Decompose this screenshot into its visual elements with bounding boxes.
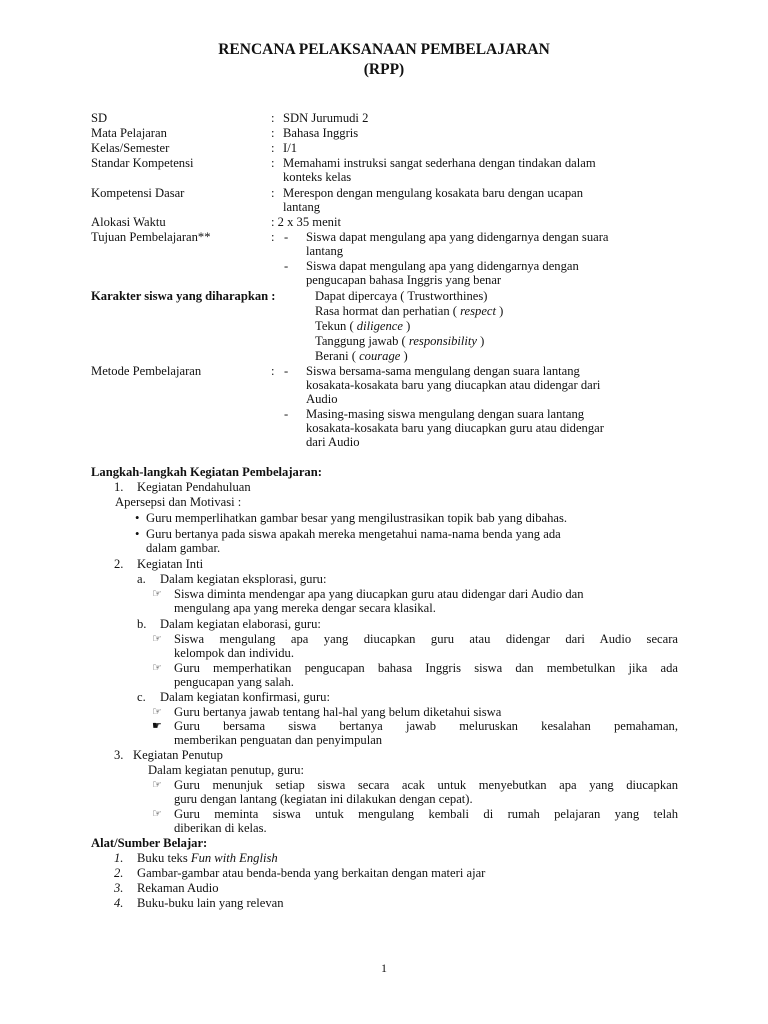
resources-heading: Alat/Sumber Belajar: [91, 836, 208, 850]
page-number: 1 [381, 961, 387, 975]
step-subtitle: Dalam kegiatan penutup, guru: [148, 763, 304, 777]
dash: - [284, 407, 289, 421]
resource-number: 1. [114, 851, 124, 865]
identity-value: konteks kelas [283, 170, 352, 184]
dash: - [284, 364, 289, 378]
character-item: Tekun ( diligence ) [315, 319, 411, 333]
objective-item: pengucapan bahasa Inggris yang benar [306, 273, 502, 287]
step-item: kelompok dan individu. [174, 646, 294, 660]
identity-label: Alokasi Waktu [91, 215, 166, 229]
method-label: Metode Pembelajaran [91, 364, 202, 378]
step-item: Siswa diminta mendengar apa yang diucapkan guru atau didengar dari Audio dan [174, 587, 584, 601]
method-item: dari Audio [306, 435, 360, 449]
colon: : [271, 364, 275, 378]
method-item: kosakata-kosakata baru yang diucapkan guru atau didengar [306, 421, 604, 435]
step-item: pengucapan yang salah. [174, 675, 294, 689]
colon: : [271, 156, 275, 170]
identity-value: SDN Jurumudi 2 [283, 111, 369, 125]
colon: : [271, 230, 275, 244]
identity-label: Kompetensi Dasar [91, 186, 185, 200]
step-number: 1. [114, 480, 124, 494]
substep-letter: a. [137, 572, 146, 586]
identity-value: : 2 x 35 menit [271, 215, 341, 229]
resource-number: 4. [114, 896, 124, 910]
character-item: Berani ( courage ) [315, 349, 408, 363]
pointing-hand-icon: ☞ [152, 632, 162, 645]
character-item: Dapat dipercaya ( Trustworthines) [315, 289, 488, 303]
step-item: Guru memperhatikan pengucapan bahasa Inggris siswa dan membetulkan jika ada [174, 661, 678, 675]
substep-letter: b. [137, 617, 147, 631]
substep-title: Dalam kegiatan eksplorasi, guru: [160, 572, 327, 586]
pointing-hand-black-icon: ☛ [152, 719, 162, 732]
dash: - [284, 259, 289, 273]
steps-heading: Langkah-langkah Kegiatan Pembelajaran: [91, 465, 322, 479]
identity-label: Tujuan Pembelajaran** [91, 230, 211, 244]
pointing-hand-icon: ☞ [152, 661, 162, 674]
colon: : [271, 141, 275, 155]
resource-item: Gambar-gambar atau benda-benda yang berkaitan dengan materi ajar [137, 866, 486, 880]
dash: - [284, 230, 289, 244]
step-number: 3. [114, 748, 124, 762]
step-item: Guru memperlihatkan gambar besar yang mengilustrasikan topik bab yang dibahas. [146, 511, 568, 525]
character-item: Rasa hormat dan perhatian ( respect ) [315, 304, 504, 318]
step-item: mengulang apa yang mereka dengar secara klasikal. [174, 601, 436, 615]
method-item: Masing-masing siswa mengulang dengan suara lantang [306, 407, 585, 421]
document-title: RENCANA PELAKSANAAN PEMBELAJARAN [218, 41, 550, 58]
step-title: Kegiatan Penutup [133, 748, 223, 762]
objective-item: lantang [306, 244, 344, 258]
step-item: dalam gambar. [146, 541, 221, 555]
pointing-hand-icon: ☞ [152, 778, 162, 791]
method-item: Audio [306, 392, 338, 406]
pointing-hand-icon: ☞ [152, 705, 162, 718]
document-subtitle: (RPP) [363, 61, 405, 78]
identity-value: I/1 [283, 141, 297, 155]
method-item: kosakata-kosakata baru yang diucapkan atau didengar dari [306, 378, 601, 392]
identity-value: Merespon dengan mengulang kosakata baru dengan ucapan [283, 186, 584, 200]
step-item: Siswa mengulang apa yang diucapkan guru atau didengar dari Audio secara [174, 632, 678, 646]
step-subtitle: Apersepsi dan Motivasi : [115, 495, 242, 509]
bullet-icon: • [135, 527, 140, 541]
substep-letter: c. [137, 690, 146, 704]
identity-label: Standar Kompetensi [91, 156, 194, 170]
identity-value: Bahasa Inggris [283, 126, 359, 140]
substep-title: Dalam kegiatan elaborasi, guru: [160, 617, 321, 631]
substep-title: Dalam kegiatan konfirmasi, guru: [160, 690, 330, 704]
identity-label: SD [91, 111, 108, 125]
step-item: guru dengan lantang (kegiatan ini dilakukan dengan cepat). [174, 792, 473, 806]
step-item: Guru bertanya jawab tentang hal-hal yang belum diketahui siswa [174, 705, 502, 719]
identity-label: Mata Pelajaran [91, 126, 167, 140]
identity-value: lantang [283, 200, 321, 214]
resource-item: Buku teks Fun with English [137, 851, 278, 865]
colon: : [271, 126, 275, 140]
character-item: Tanggung jawab ( responsibility ) [315, 334, 485, 348]
resource-number: 2. [114, 866, 124, 880]
step-item: Guru menunjuk setiap siswa secara acak untuk menyebutkan apa yang diucapkan [174, 778, 678, 792]
resource-number: 3. [114, 881, 124, 895]
resource-item: Rekaman Audio [137, 881, 219, 895]
step-item: memberikan penguatan dan penyimpulan [174, 733, 383, 747]
step-title: Kegiatan Inti [137, 557, 204, 571]
step-item: diberikan di kelas. [174, 821, 267, 835]
step-item: Guru meminta siswa untuk mengulang kembali di rumah pelajaran yang telah [174, 807, 678, 821]
colon: : [271, 111, 275, 125]
identity-value: Memahami instruksi sangat sederhana dengan tindakan dalam [283, 156, 596, 170]
objective-item: Siswa dapat mengulang apa yang didengarnya dengan suara [306, 230, 609, 244]
colon: : [271, 186, 275, 200]
character-label: Karakter siswa yang diharapkan : [91, 289, 276, 303]
objective-item: Siswa dapat mengulang apa yang didengarnya dengan [306, 259, 579, 273]
step-number: 2. [114, 557, 124, 571]
step-title: Kegiatan Pendahuluan [137, 480, 251, 494]
identity-label: Kelas/Semester [91, 141, 170, 155]
bullet-icon: • [135, 511, 140, 525]
step-item: Guru bertanya pada siswa apakah mereka mengetahui nama-nama benda yang ada [146, 527, 561, 541]
step-item: Guru bersama siswa bertanya jawab meluruskan kesalahan pemahaman, [174, 719, 678, 733]
resource-item: Buku-buku lain yang relevan [137, 896, 284, 910]
pointing-hand-icon: ☞ [152, 587, 162, 600]
pointing-hand-icon: ☞ [152, 807, 162, 820]
method-item: Siswa bersama-sama mengulang dengan suara lantang [306, 364, 580, 378]
